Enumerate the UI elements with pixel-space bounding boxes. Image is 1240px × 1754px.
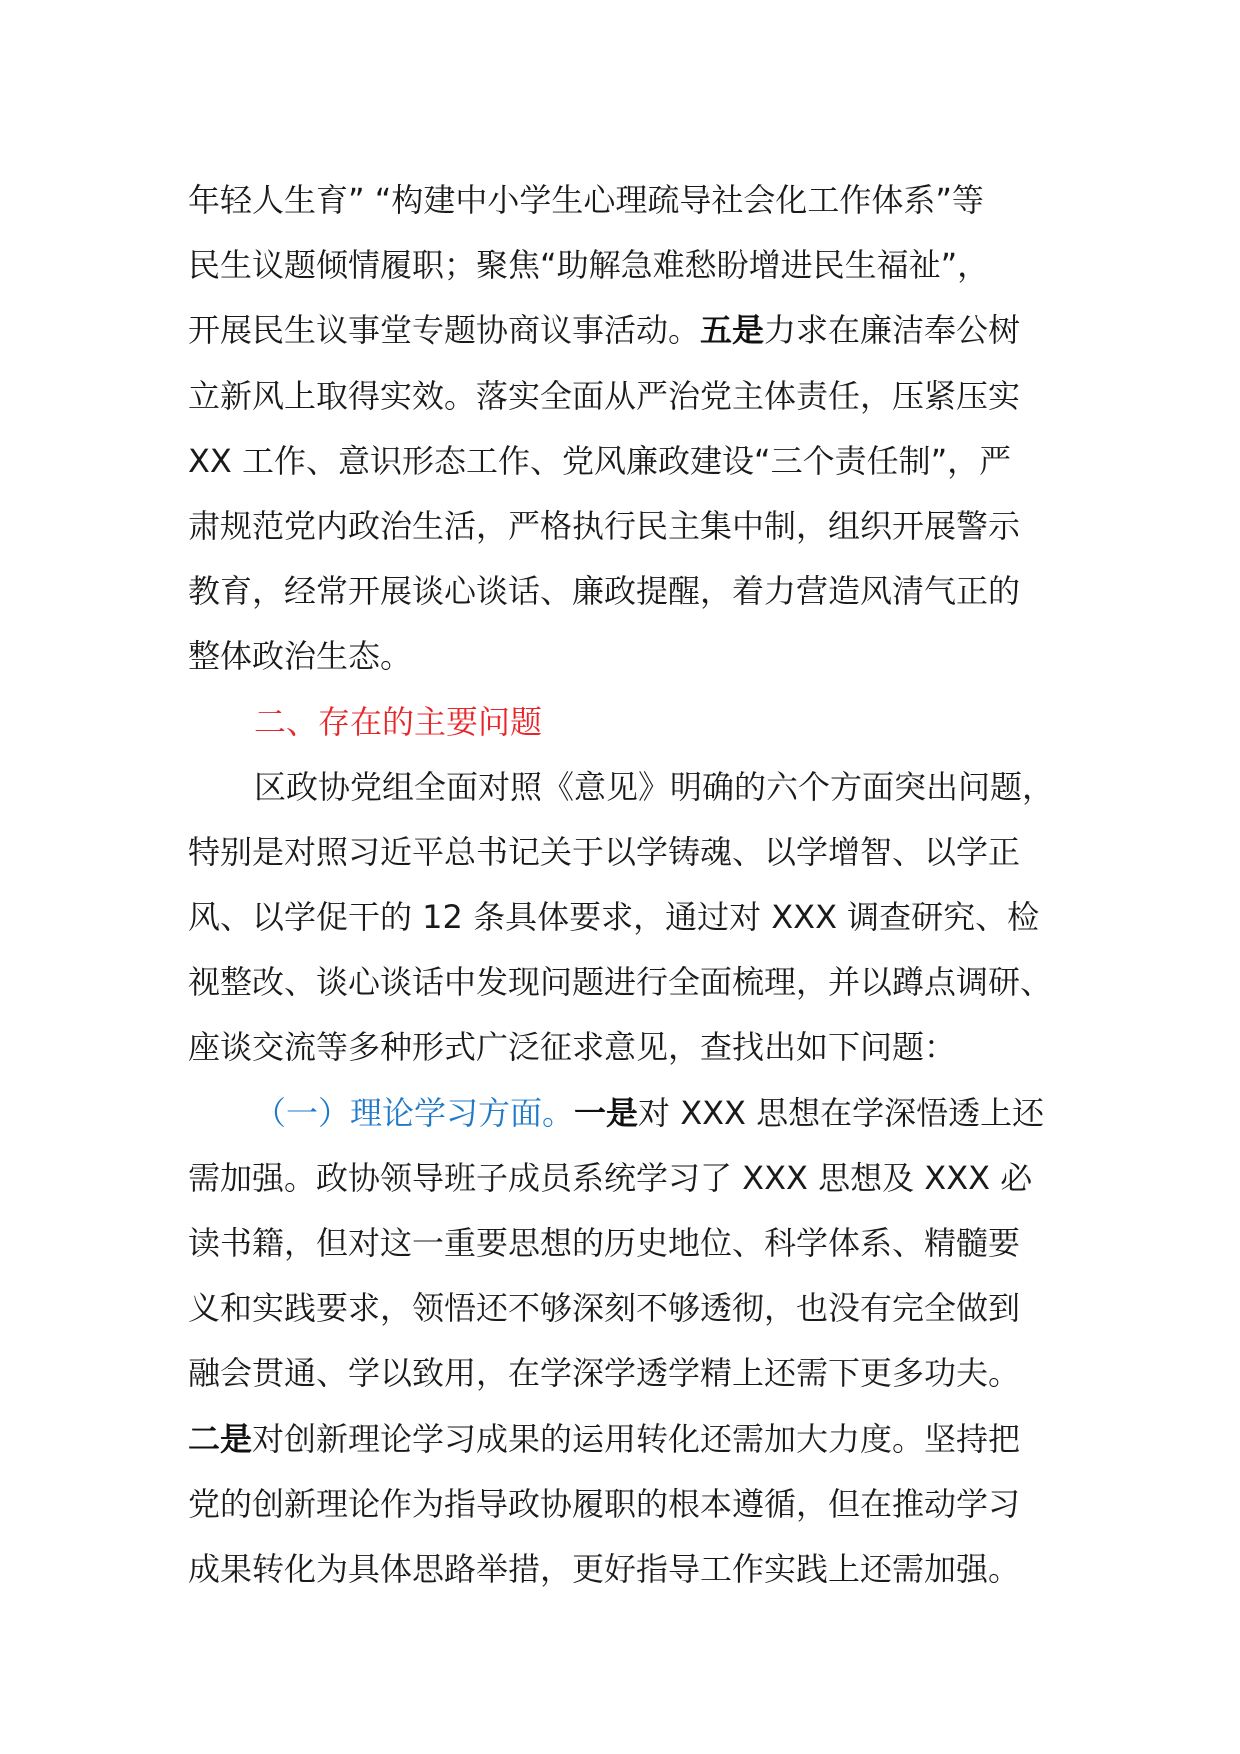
text-run: 对创新理论学习成果的运用转化还需加大力度。坚持把 bbox=[252, 1419, 1021, 1458]
text-line: 民生议题倾情履职；聚焦“助解急难愁盼增进民生福祉”， bbox=[188, 246, 990, 285]
text-line: 风、以学促干的 12 条具体要求，通过对 XXX 调查研究、检 bbox=[188, 898, 1040, 937]
subsection-first-line bbox=[188, 1081, 1058, 1146]
text-line: 党的创新理论作为指导政协履职的根本遵循，但在推动学习 bbox=[188, 1484, 1021, 1523]
subsection-heading: （一）理论学习方面。 bbox=[254, 1093, 575, 1132]
text-line bbox=[188, 1407, 1058, 1472]
text-line: 成果转化为具体思路举措，更好指导工作实践上还需加强。 bbox=[188, 1549, 1021, 1588]
text-line: 教育，经常开展谈心谈话、廉政提醒，着力营造风清气正的 bbox=[188, 572, 1021, 611]
text-run: 对 XXX 思想在学深悟透上还 bbox=[638, 1093, 1045, 1132]
text-line: 座谈交流等多种形式广泛征求意见，查找出如下问题： bbox=[188, 1028, 957, 1067]
text-line: 视整改、谈心谈话中发现问题进行全面梳理，并以蹲点调研、 bbox=[188, 963, 1053, 1002]
text-line: 读书籍，但对这一重要思想的历史地位、科学体系、精髓要 bbox=[188, 1224, 1021, 1262]
text-line: 义和实践要求，领悟还不够深刻不够透彻，也没有完全做到 bbox=[188, 1289, 1021, 1328]
text-line: 立新风上取得实效。落实全面从严治党主体责任，压紧压实 bbox=[188, 376, 1021, 415]
text-run: 力求在廉洁奉公树 bbox=[764, 311, 1021, 350]
text-line: 区政协党组全面对照《意见》明确的六个方面突出问题， bbox=[254, 767, 1055, 806]
text-line bbox=[188, 298, 1058, 363]
section-heading: 二、存在的主要问题 bbox=[254, 702, 543, 741]
text-line: 整体政治生态。 bbox=[188, 637, 413, 676]
bold-ordinal: 二是 bbox=[188, 1419, 253, 1458]
text-run: 开展民生议事堂专题协商议事活动。 bbox=[188, 311, 701, 350]
text-line: 年轻人生育” “构建中小学生心理疏导社会化工作体系”等 bbox=[188, 181, 984, 219]
bold-ordinal: 一是 bbox=[574, 1093, 639, 1132]
text-line: 肃规范党内政治生活，严格执行民主集中制，组织开展警示 bbox=[188, 506, 1021, 545]
bold-ordinal: 五是 bbox=[700, 311, 765, 350]
text-line: 需加强。政协领导班子成员系统学习了 XXX 思想及 XXX 必 bbox=[188, 1158, 1033, 1197]
text-line: XX 工作、意识形态工作、党风廉政建设“三个责任制”，严 bbox=[188, 441, 1012, 480]
text-line: 特别是对照习近平总书记关于以学铸魂、以学增智、以学正 bbox=[188, 832, 1021, 871]
text-line: 融会贯通、学以致用，在学深学透学精上还需下更多功夫。 bbox=[188, 1354, 1021, 1393]
document-body bbox=[188, 168, 1058, 1602]
